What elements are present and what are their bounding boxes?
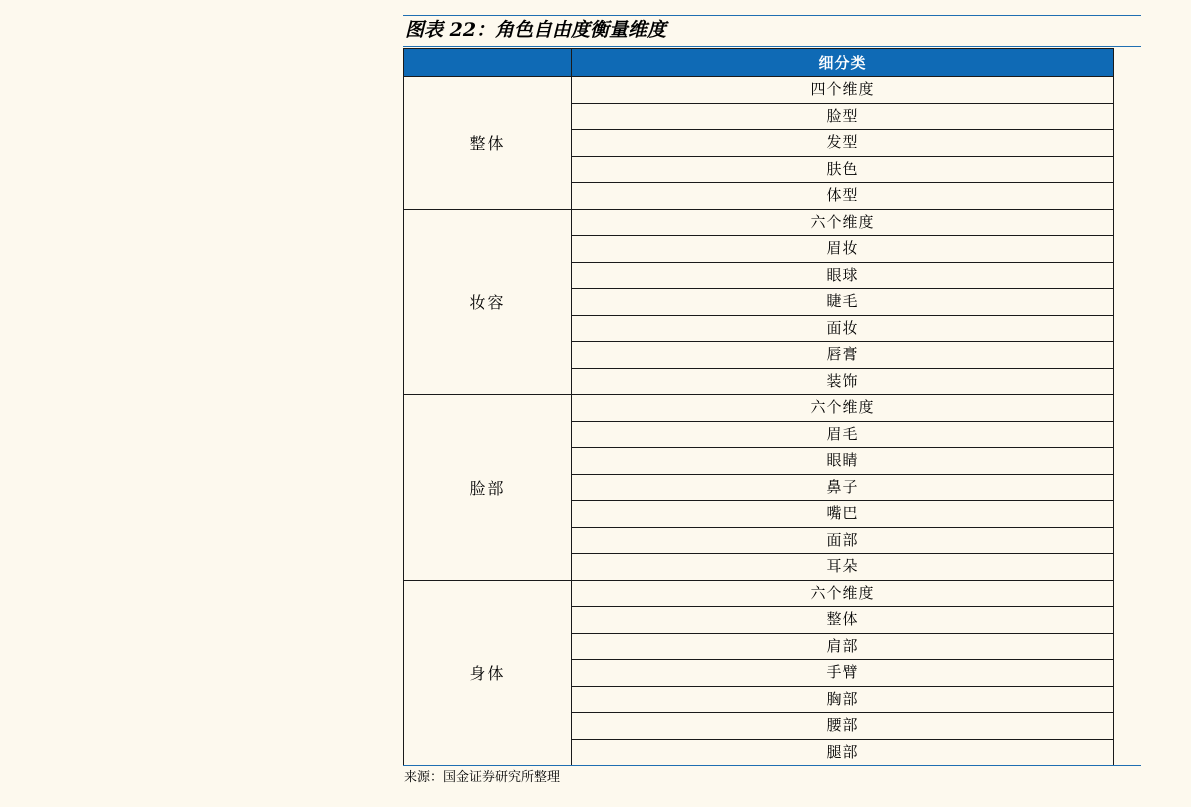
table-bottom-rule: [403, 765, 1141, 766]
table-row: [404, 395, 1114, 422]
subcategory-cell: 耳朵: [572, 554, 1114, 581]
category-cell: 整体: [404, 77, 572, 210]
subcategory-cell: 肤色: [572, 156, 1114, 183]
subcategory-cell: 胸部: [572, 686, 1114, 713]
header-category: [404, 49, 572, 77]
table-row: [404, 77, 1114, 104]
subcategory-cell: 面妆: [572, 315, 1114, 342]
dimension-table: [403, 48, 1114, 766]
subcategory-cell: 发型: [572, 130, 1114, 157]
category-cell: 脸部: [404, 395, 572, 581]
subcategory-cell: 眉妆: [572, 236, 1114, 263]
subcategory-cell: 六个维度: [572, 580, 1114, 607]
subcategory-cell: 腿部: [572, 739, 1114, 766]
subcategory-cell: 体型: [572, 183, 1114, 210]
subcategory-cell: 装饰: [572, 368, 1114, 395]
subcategory-cell: 脸型: [572, 103, 1114, 130]
subcategory-cell: 腰部: [572, 713, 1114, 740]
subcategory-cell: 唇膏: [572, 342, 1114, 369]
subcategory-cell: 整体: [572, 607, 1114, 634]
subcategory-cell: 嘴巴: [572, 501, 1114, 528]
header-subcategory: 细分类: [572, 49, 1114, 77]
subcategory-cell: 面部: [572, 527, 1114, 554]
subcategory-cell: 手臂: [572, 660, 1114, 687]
table-body: [404, 77, 1114, 766]
category-cell: 妆容: [404, 209, 572, 395]
figure-title: 图表 22：角色自由度衡量维度: [405, 19, 667, 41]
title-bottom-rule: [403, 46, 1141, 47]
subcategory-cell: 肩部: [572, 633, 1114, 660]
subcategory-cell: 六个维度: [572, 209, 1114, 236]
table-row: [404, 209, 1114, 236]
subcategory-cell: 眉毛: [572, 421, 1114, 448]
category-cell: 身体: [404, 580, 572, 766]
subcategory-cell: 眼球: [572, 262, 1114, 289]
table-header-row: [404, 49, 1114, 77]
subcategory-cell: 六个维度: [572, 395, 1114, 422]
subcategory-cell: 四个维度: [572, 77, 1114, 104]
subcategory-cell: 眼睛: [572, 448, 1114, 475]
source-note: 来源：国金证券研究所整理: [404, 770, 561, 785]
table-row: [404, 580, 1114, 607]
subcategory-cell: 睫毛: [572, 289, 1114, 316]
subcategory-cell: 鼻子: [572, 474, 1114, 501]
